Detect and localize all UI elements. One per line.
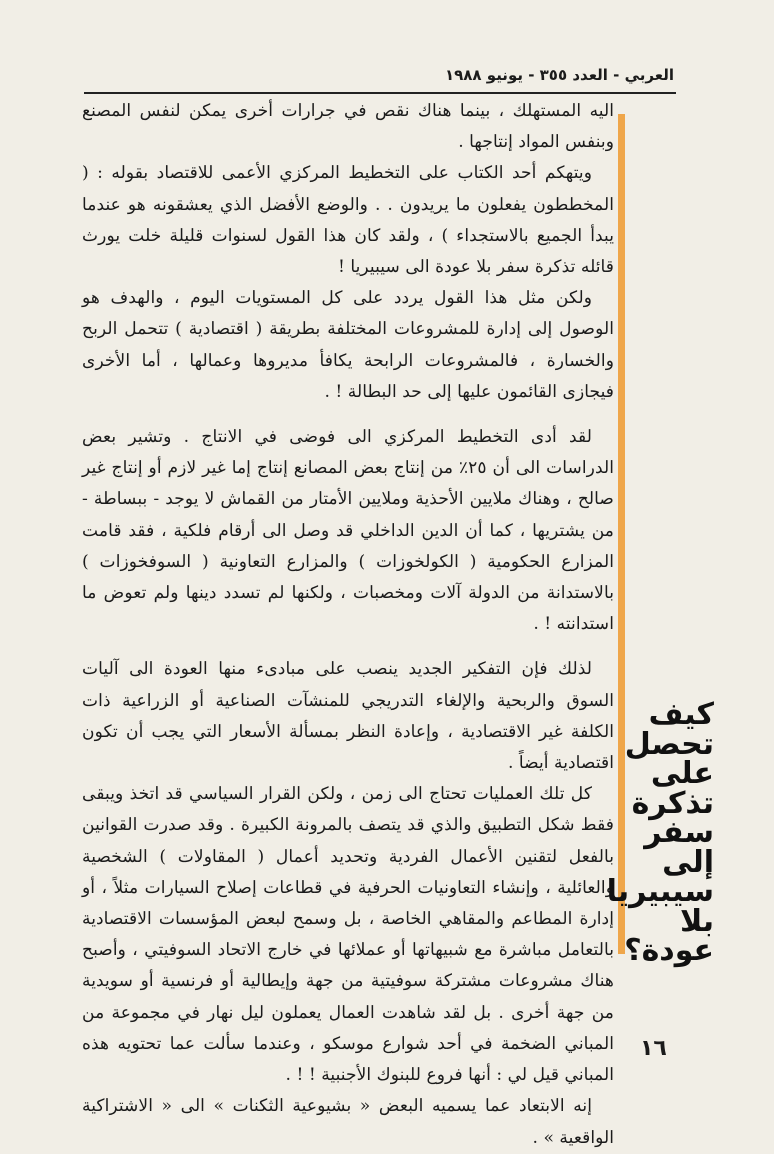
side-title-line: سيبيريا [606,874,714,909]
paragraph-1: اليه المستهلك ، بينما هناك نقص في جرارات أخرى يمكن لنفس المصنع وبنفس المواد إنتاجها . [82,101,614,153]
side-title-line: سفر [644,815,714,850]
side-title-line: على [650,756,714,791]
paragraph-6: كل تلك العمليات تحتاج الى زمن ، ولكن القرار السياسي قد اتخذ ويبقى فقط شكل التطبيق والذي قد يتصف بالمرونة الكبيرة . وقد صدرت القوانين بالفعل لتقنين الأعمال الفردية وتحديد أعمال ( المقاولات ) الشخصية والعائلية ، وإنشاء التعاونيات الحرفية في قطاعات إصلاح السيارات مثلاً ، أو إدارة المطاعم والمقاهي الخاصة ، بل وسمح لبعض المؤسسات الاقتصادية بالتعامل مباشرة مع شبيهاتها أو عملائها في خارج الاتحاد السوفيتي ، وأصبح هناك مشروعات مشتركة سوفيتية من جهة وإيطالية أو فرنسية أو سويدية من جهة أخرى . بل لقد شاهدت العمال يعملون ليل نهار في مجموعة من المباني الضخمة في أحد شوارع موسكو ، وعندما سألت عما تحتويه هذه المباني قيل لي : أنها فروع للبنوك الأجنبية ! ! . [82,784,614,1086]
side-title-line: بلا [679,903,714,939]
side-title-line: إلى [662,844,714,880]
paragraph-7: إنه الابتعاد عما يسميه البعض « بشيوعية الثكنات » الى « الاشتراكية الواقعية » . [82,1096,614,1148]
side-title-line: تذكرة [631,785,714,821]
accent-bar [618,114,625,954]
side-title-line: كيف [648,697,714,732]
header-divider [84,92,676,94]
side-title-line: تحصل [624,726,714,762]
paragraph-2: ويتهكم أحد الكتاب على التخطيط المركزي الأعمى للاقتصاد بقوله : ( المخططون يفعلون ما يريدون . . والوضع الأفضل الذي يعشقونه هو عندما يبدأ الجميع بالاستجداء ) ، ولقد كان هذا القول لسنوات قليلة خلت يورث قائله تذكرة سفر بلا عودة الى سيبيريا ! [82,163,614,278]
paragraph-5: لذلك فإن التفكير الجديد ينصب على مبادىء منها العودة الى آليات السوق والربحية والإلغاء التدريجي للمنشآت الصناعية أو الزراعية ذات الكلفة غير الاقتصادية ، وإعادة النظر بمسألة الأسعار التي يجب أن تكون اقتصادية أيضاً . [82,659,614,774]
paragraph-3: ولكن مثل هذا القول يردد على كل المستويات اليوم ، والهدف هو الوصول إلى إدارة للمشروعات المختلفة بطريقة ( اقتصادية ) تتحمل الربح والخسارة ، فالمشروعات الرابحة يكافأ مديروها وعمالها ، أما الأخرى فيجازى القائمون عليها إلى حد البطالة ! . [82,288,614,402]
paragraph-4: لقد أدى التخطيط المركزي الى فوضى في الانتاج . وتشير بعض الدراسات الى أن ٢٥٪ من إنتاج بعض المصانع إنتاج إما غير لازم أو إنتاج غير صالح ، وهناك ملايين الأحذية وملايين الأمتار من القماش لا يوجد - ببساطة - من يشتريها ، كما أن الدين الداخلي قد وصل الى أرقام فلكية ، فقد قامت المزارع الحكومية ( الكولخوزات ) والمزارع التعاونية ( السوفخوزات ) بالاستدانة من الدولة آلات ومخصبات ، ولكنها لم تسدد دينها ولم تعوض ما استدانته ! . [82,427,615,635]
article-body [82,96,614,1154]
side-title [606,697,714,968]
side-title-line: عودة؟ [624,933,714,968]
page-number: ١٦ [640,1036,667,1061]
issue-header: العربي - العدد ٣٥٥ - يونيو ١٩٨٨ [444,66,674,84]
